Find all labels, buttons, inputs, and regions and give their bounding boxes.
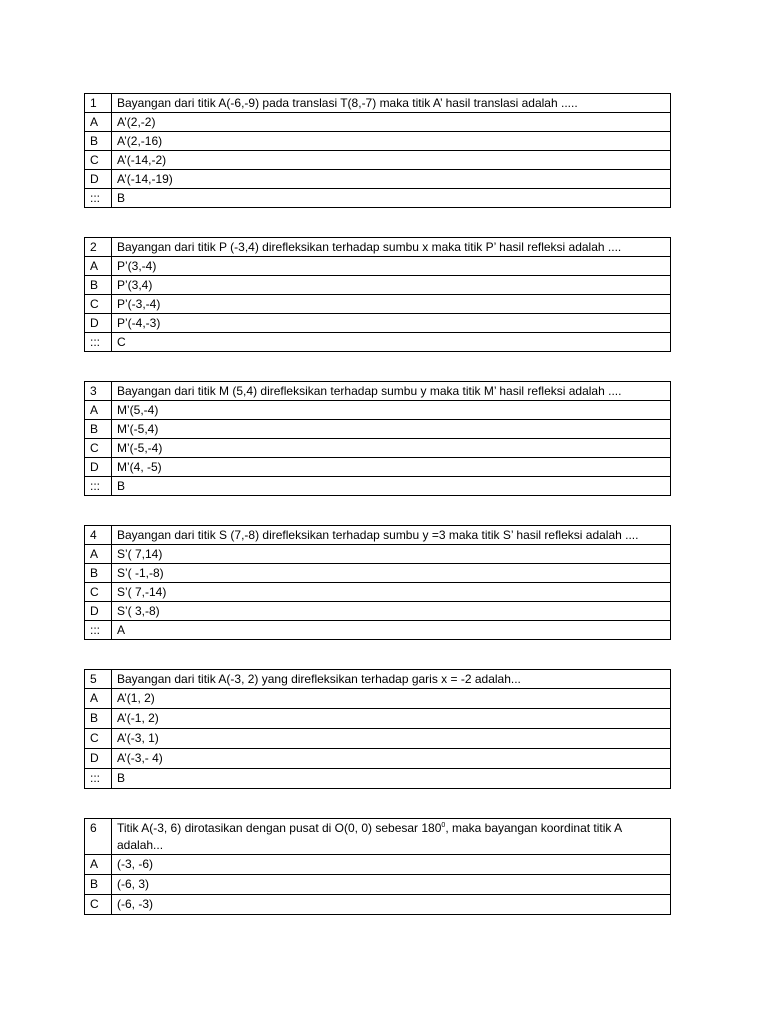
question-text: Bayangan dari titik A(-3, 2) yang direfleksikan terhadap garis x = -2 adalah... — [112, 670, 671, 689]
question-text: Bayangan dari titik A(-6,-9) pada translasi T(8,-7) maka titik A’ hasil translasi adalah ..... — [112, 94, 671, 113]
answer-marker: ::: — [85, 333, 112, 352]
question-number: 6 — [85, 819, 112, 855]
option-text: M’(-5,-4) — [112, 439, 671, 458]
question-table-5 — [84, 669, 671, 789]
option-row — [85, 295, 671, 314]
option-row — [85, 583, 671, 602]
option-letter: A — [85, 855, 112, 875]
option-letter: D — [85, 602, 112, 621]
spacer — [84, 208, 671, 237]
option-letter: A — [85, 401, 112, 420]
answer-key: A — [112, 621, 671, 640]
option-text: S’( 7,14) — [112, 545, 671, 564]
answer-key: B — [112, 769, 671, 789]
option-row — [85, 855, 671, 875]
question-number: 5 — [85, 670, 112, 689]
option-letter: C — [85, 895, 112, 915]
option-letter: B — [85, 875, 112, 895]
option-text: A’(-14,-2) — [112, 151, 671, 170]
question-number: 2 — [85, 238, 112, 257]
option-text: A’(2,-16) — [112, 132, 671, 151]
answer-row — [85, 769, 671, 789]
answer-marker: ::: — [85, 477, 112, 496]
spacer — [84, 352, 671, 381]
option-row — [85, 401, 671, 420]
option-row — [85, 151, 671, 170]
option-letter: A — [85, 689, 112, 709]
option-letter: A — [85, 257, 112, 276]
option-text: A’(-1, 2) — [112, 709, 671, 729]
option-letter: C — [85, 439, 112, 458]
option-row — [85, 314, 671, 333]
question-row — [85, 382, 671, 401]
option-text: P’(3,4) — [112, 276, 671, 295]
option-row — [85, 439, 671, 458]
option-letter: D — [85, 749, 112, 769]
question-text: Bayangan dari titik M (5,4) direfleksikan terhadap sumbu y maka titik M’ hasil refleksi adalah .... — [112, 382, 671, 401]
option-letter: C — [85, 583, 112, 602]
option-letter: D — [85, 170, 112, 189]
option-row — [85, 709, 671, 729]
option-row — [85, 749, 671, 769]
option-text: (-3, -6) — [112, 855, 671, 875]
answer-row — [85, 621, 671, 640]
option-text: A’(2,-2) — [112, 113, 671, 132]
answer-row — [85, 477, 671, 496]
answer-marker: ::: — [85, 189, 112, 208]
question-table-1 — [84, 93, 671, 208]
question-row — [85, 819, 671, 855]
degree-superscript: 0 — [441, 822, 446, 829]
question-row — [85, 670, 671, 689]
answer-row — [85, 189, 671, 208]
option-row — [85, 895, 671, 915]
option-letter: A — [85, 113, 112, 132]
question-row — [85, 238, 671, 257]
option-letter: C — [85, 295, 112, 314]
option-text: M’(4, -5) — [112, 458, 671, 477]
question-number: 1 — [85, 94, 112, 113]
question-number: 3 — [85, 382, 112, 401]
question-text: Bayangan dari titik P (-3,4) direfleksikan terhadap sumbu x maka titik P’ hasil refleksi adalah .... — [112, 238, 671, 257]
option-row — [85, 564, 671, 583]
option-row — [85, 170, 671, 189]
question-text — [112, 819, 671, 855]
answer-key: B — [112, 189, 671, 208]
question-table-3 — [84, 381, 671, 496]
option-row — [85, 132, 671, 151]
option-row — [85, 689, 671, 709]
option-letter: C — [85, 729, 112, 749]
option-letter: A — [85, 545, 112, 564]
option-text: A’(-14,-19) — [112, 170, 671, 189]
option-text: M’(5,-4) — [112, 401, 671, 420]
option-text: A’(1, 2) — [112, 689, 671, 709]
option-letter: B — [85, 276, 112, 295]
option-row — [85, 729, 671, 749]
option-letter: B — [85, 420, 112, 439]
option-text: P’(-4,-3) — [112, 314, 671, 333]
answer-row — [85, 333, 671, 352]
option-letter: C — [85, 151, 112, 170]
spacer — [84, 496, 671, 525]
option-row — [85, 602, 671, 621]
option-row — [85, 875, 671, 895]
option-letter: D — [85, 314, 112, 333]
document — [84, 93, 671, 915]
option-row — [85, 458, 671, 477]
question-text: Bayangan dari titik S (7,-8) direfleksikan terhadap sumbu y =3 maka titik S’ hasil refleksi adalah .... — [112, 526, 671, 545]
option-row — [85, 257, 671, 276]
question-table-6 — [84, 818, 671, 915]
option-row — [85, 545, 671, 564]
option-text: S’( 7,-14) — [112, 583, 671, 602]
answer-marker: ::: — [85, 769, 112, 789]
question-table-4 — [84, 525, 671, 640]
answer-marker: ::: — [85, 621, 112, 640]
spacer — [84, 640, 671, 669]
option-row — [85, 420, 671, 439]
option-text: A’(-3,- 4) — [112, 749, 671, 769]
option-text: (-6, -3) — [112, 895, 671, 915]
option-text: (-6, 3) — [112, 875, 671, 895]
option-text: P’(3,-4) — [112, 257, 671, 276]
question-table-2 — [84, 237, 671, 352]
option-letter: B — [85, 564, 112, 583]
option-text: P’(-3,-4) — [112, 295, 671, 314]
option-text: S’( 3,-8) — [112, 602, 671, 621]
question-text-part: Titik A(-3, 6) dirotasikan dengan pusat di O(0, 0) sebesar 180 — [117, 821, 442, 835]
question-row — [85, 94, 671, 113]
option-text: M’(-5,4) — [112, 420, 671, 439]
question-text-part: , maka bayangan koordinat titik A adalah... — [117, 821, 622, 852]
question-row — [85, 526, 671, 545]
option-row — [85, 276, 671, 295]
option-row — [85, 113, 671, 132]
question-number: 4 — [85, 526, 112, 545]
answer-key: C — [112, 333, 671, 352]
spacer — [84, 789, 671, 818]
option-letter: B — [85, 709, 112, 729]
answer-key: B — [112, 477, 671, 496]
option-text: A’(-3, 1) — [112, 729, 671, 749]
option-letter: D — [85, 458, 112, 477]
option-letter: B — [85, 132, 112, 151]
option-text: S’( -1,-8) — [112, 564, 671, 583]
